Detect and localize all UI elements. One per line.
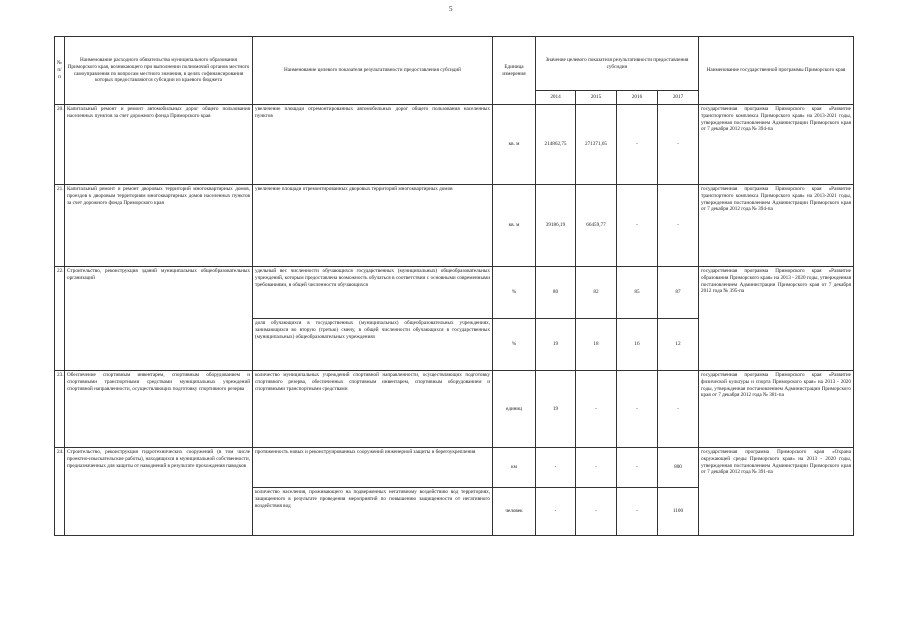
row-obligation: Строительство, реконструкция гидротехнических сооружений (в том числе проектно-изыскательские работы), находящихся в муниципальной собственности, предназначенных для защиты от наводнений в результате прохождения паводков xyxy=(65,448,253,536)
row-value: 80 xyxy=(536,267,576,319)
row-unit: км xyxy=(493,448,536,488)
row-value: - xyxy=(536,488,576,536)
row-value: - xyxy=(576,448,617,488)
row-value: 214862,75 xyxy=(536,105,576,185)
header-indicator: Наименование целевого показателя результативности предоставления субсидий xyxy=(253,37,493,105)
header-year: 2016 xyxy=(617,91,658,105)
subsidy-indicators-table xyxy=(54,36,854,536)
row-value: - xyxy=(617,105,658,185)
row-unit: человек xyxy=(493,488,536,536)
row-value: - xyxy=(658,185,699,267)
row-program: государственная программа Приморского края «Охрана окружающей среды Приморского края» на 2013 - 2020 годы, утвержденная постановлением Администрации Приморского края от 7 декабря 2012 года № 391-па xyxy=(699,448,854,536)
row-value: - xyxy=(617,185,658,267)
header-obligation: Наименование расходного обязательства муниципального образования Приморского края, возникающего при выполнении полномочий органов местного самоуправления по вопросам местного значения, в целях софинансирования которых предоставляются субсидии из краевого бюджета xyxy=(65,37,253,105)
row-num: 24. xyxy=(55,448,65,536)
row-obligation: Капитальный ремонт и ремонт дворовых территорий многоквартирных домов, проездов к дворовым территориям многоквартирных домов населенных пунктов за счет дорожного фонда Приморского края xyxy=(65,185,253,267)
row-value: 271371,65 xyxy=(576,105,617,185)
row-indicator: увеличение площади отремонтированных дворовых территорий многоквартирных домов xyxy=(253,185,493,267)
row-value: 19 xyxy=(536,371,576,448)
row-unit: % xyxy=(493,267,536,319)
row-program: государственная программа Приморского края «Развитие транспортного комплекса Приморского края» на 2013-2021 годы, утвержденная постановлением Администрации Приморского края от 7 декабря 2012 года № 394-па xyxy=(699,185,854,267)
row-num: 20. xyxy=(55,105,65,185)
header-year: 2015 xyxy=(576,91,617,105)
row-value: 85 xyxy=(617,267,658,319)
row-value: - xyxy=(617,448,658,488)
row-program: государственная программа Приморского края «Развитие транспортного комплекса Приморского края» на 2013-2021 годы, утвержденная постановлением Администрации Приморского края от 7 декабря 2012 года № 394-па xyxy=(699,105,854,185)
row-value: - xyxy=(576,488,617,536)
row-unit: кв. м xyxy=(493,105,536,185)
header-year: 2014 xyxy=(536,91,576,105)
row-value: - xyxy=(576,371,617,448)
page-number: 5 xyxy=(449,5,453,13)
row-value: 16 xyxy=(617,319,658,371)
row-value: 82 xyxy=(576,267,617,319)
header-value-group: Значение целевого показателя результативности предоставления субсидии xyxy=(536,37,699,91)
row-num: 22. xyxy=(55,267,65,371)
row-num: 21. xyxy=(55,185,65,267)
row-indicator: удельный вес численности обучающихся государственных (муниципальных) общеобразовательных учреждений, которым предоставлена возможность обучаться в соответствии с основными современными требованиями, в общей численности обучающихся xyxy=(253,267,493,319)
row-value: 66459,77 xyxy=(576,185,617,267)
row-unit: единиц xyxy=(493,371,536,448)
row-value: 18 xyxy=(576,319,617,371)
row-unit: % xyxy=(493,319,536,371)
row-value: - xyxy=(617,488,658,536)
row-indicator: количество муниципальных учреждений спортивной направленности, осуществляющих подготовку спортивного резерва, обеспеченных спортивным инвентарем, спортивным оборудованием и спортивными транспортными средствами xyxy=(253,371,493,448)
row-program: государственная программа Приморского края «Развитие образования Приморского края» на 2013 - 2020 годы, утвержденная постановлением Администрации Приморского края от 7 декабря 2012 года № 395-па xyxy=(699,267,854,371)
header-program: Наименование государственной программы Приморского края xyxy=(699,37,854,105)
row-indicator: увеличение площади отремонтированных автомобильных дорог общего пользования населенных пунктов xyxy=(253,105,493,185)
row-indicator: доля обучающихся в государственных (муниципальных) общеобразовательных учреждениях, занимающихся во вторую (третью) смену, в общей численности обучающихся в государственных (муниципальных) общеобразовательных учреждениях xyxy=(253,319,493,371)
row-value: 19 xyxy=(536,319,576,371)
row-value: - xyxy=(658,371,699,448)
row-obligation: Обеспечение спортивным инвентарем, спортивным оборудованием и спортивными транспортными средствами муниципальных учреждений спортивной направленности, осуществляющих подготовку спортивного резерва xyxy=(65,371,253,448)
header-num: № п/п xyxy=(55,37,65,105)
row-value: 12 xyxy=(658,319,699,371)
row-obligation: Строительство, реконструкция зданий муниципальных общеобразовательных организаций xyxy=(65,267,253,371)
row-indicator: протяженность новых и реконструированных сооружений инженерной защиты и берегоукрепления xyxy=(253,448,493,488)
row-value: 800 xyxy=(658,448,699,488)
row-unit: кв. м xyxy=(493,185,536,267)
row-value: - xyxy=(658,105,699,185)
row-value: - xyxy=(536,448,576,488)
row-value: 39186,19 xyxy=(536,185,576,267)
row-indicator: количество населения, проживающего на подверженных негативному воздействию вод территориях, защищенного в результате проведения мероприятий по повышению защищенности от негативного воздействия вод xyxy=(253,488,493,536)
row-value: 1100 xyxy=(658,488,699,536)
header-year: 2017 xyxy=(658,91,699,105)
row-obligation: Капитальный ремонт и ремонт автомобильных дорог общего пользования населенных пунктов за счет дорожного фонда Приморского края xyxy=(65,105,253,185)
header-unit: Единица измерения xyxy=(493,37,536,105)
row-value: - xyxy=(617,371,658,448)
row-program: государственная программа Приморского края «Развитие физической культуры и спорта Приморского края» на 2013 - 2020 годы, утвержденная постановлением Администрации Приморского края от 7 декабря 2012 года № 381-па xyxy=(699,371,854,448)
row-num: 23. xyxy=(55,371,65,448)
row-value: 87 xyxy=(658,267,699,319)
